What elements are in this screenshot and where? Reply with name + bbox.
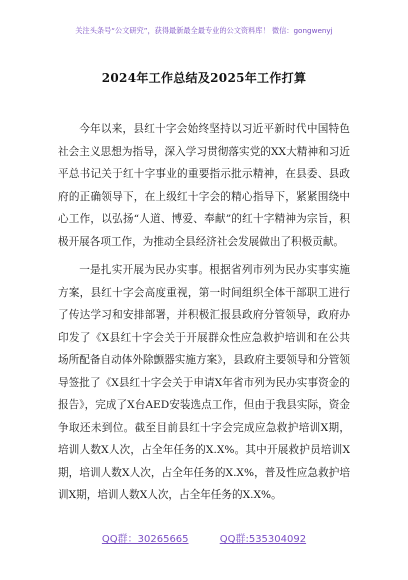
qq-group-link-1[interactable]: QQ群：30265665 — [101, 534, 189, 545]
paragraph-intro: 今年以来，县红十字会始终坚持以习近平新时代中国特色社会主义思想为指导，深入学习贯彻落实党的XX大精神和习近平总书记关于红十字事业的重要指示批示精神，在县委、县政府的正确领导下，在上级红十字会的精心指导下，紧紧围绕中心工作，以弘扬“人道、博爱、奉献”的红十字精神为宗旨，积极开展各项工作，为推动全县经济社会发展做出了积极贡献。 — [58, 123, 350, 248]
paragraph-first-point: 一是扎实开展为民办实事。根据省列市列为民办实事实施方案，县红十字会高度重视，第一时间组织全体干部职工进行了传达学习和安排部署，并积极汇报县政府分管领导，政府办印发了《X县红十字会关于开展群众性应急救护培训和在公共场所配备自动体外除颤器实施方案》，县政府主要领导和分管领导签批了《X县红十字会关于申请X年省市列为民办实事资金的报告》，完成了X台AED安装选点工作，但由于我县实际，资金争取还未到位。截至目前县红十字会完成应急救护培训X期，培训人数X人次，占全年任务的X.X%。其中开展救护员培训X期，培训人数X人次，占全年任务的X.X%，普及性应急救护培训X期，培训人数X人次，占全年任务的X.X%。 — [58, 264, 350, 501]
document-body — [58, 118, 350, 513]
footer-contact — [0, 533, 408, 547]
document-title: 2024年工作总结及2025年工作打算 — [101, 71, 307, 85]
qq-group-link-2[interactable]: QQ群:535304092 — [219, 534, 307, 545]
header-banner: 关注头条号“公文研究”，获得最新最全最专业的公文资料库！ 微信：gongwenyj — [75, 26, 333, 35]
